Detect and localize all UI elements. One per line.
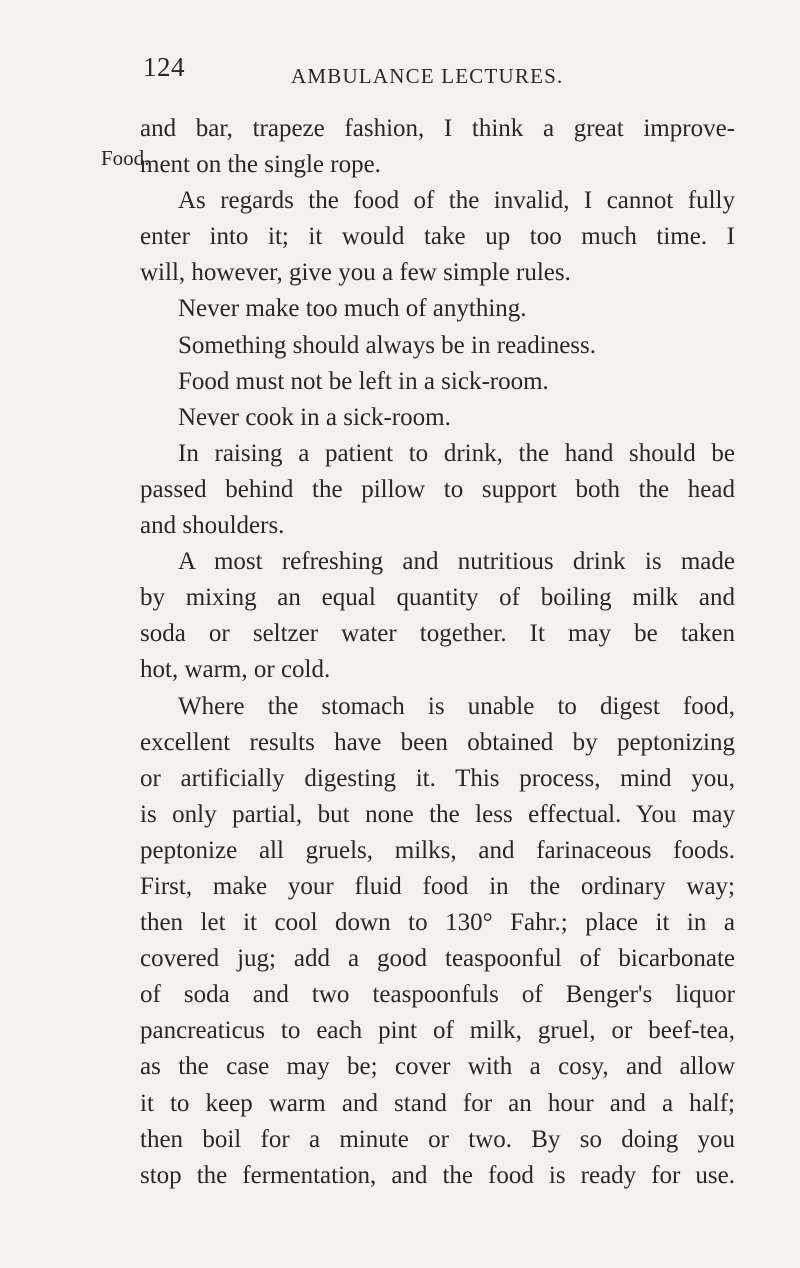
text-line: A most refreshing and nutritious drink is made <box>178 548 735 576</box>
text-line: enter into it; it would take up too much time. I <box>140 223 735 251</box>
text-line: excellent results have been obtained by peptonizing <box>140 728 735 756</box>
text-line: hot, warm, or cold. <box>140 656 331 684</box>
text-line: by mixing an equal quantity of boiling milk and <box>140 584 735 612</box>
text-line: peptonize all gruels, milks, and farinaceous foods. <box>140 836 735 864</box>
page-number: 124 <box>143 52 185 82</box>
text-line: then boil for a minute or two. By so doing you <box>140 1125 735 1153</box>
text-line: of soda and two teaspoonfuls of Benger's liquor <box>140 981 735 1009</box>
text-line: First, make your fluid food in the ordinary way; <box>140 872 735 900</box>
text-line: ment on the single rope. <box>140 151 381 179</box>
text-line: as the case may be; cover with a cosy, and allow <box>140 1053 735 1081</box>
margin-note-food: Food. <box>101 146 150 170</box>
text-line: and bar, trapeze fashion, I think a great improve- <box>140 115 735 142</box>
text-line: it to keep warm and stand for an hour and a half; <box>140 1089 735 1117</box>
text-line: or artificially digesting it. This process, mind you, <box>140 764 735 792</box>
text-line: Something should always be in readiness. <box>178 331 596 359</box>
text-line: passed behind the pillow to support both the head <box>140 475 735 503</box>
text-line: Where the stomach is unable to digest food, <box>178 692 735 720</box>
text-line: and shoulders. <box>140 512 285 540</box>
text-line: Food must not be left in a sick-room. <box>178 367 549 395</box>
text-line: pancreaticus to each pint of milk, gruel, or beef-tea, <box>140 1017 735 1045</box>
text-line: Never cook in a sick-room. <box>178 403 451 431</box>
text-line: then let it cool down to 130° Fahr.; place it in a <box>140 909 735 937</box>
text-line: soda or seltzer water together. It may be taken <box>140 620 735 648</box>
running-head: AMBULANCE LECTURES. <box>291 64 564 88</box>
text-line: covered jug; add a good teaspoonful of bicarbonate <box>140 945 735 973</box>
text-line: As regards the food of the invalid, I cannot fully <box>178 187 735 215</box>
text-line: will, however, give you a few simple rules. <box>140 259 571 287</box>
body-text <box>140 111 735 1194</box>
text-line: Never make too much of anything. <box>178 295 527 323</box>
text-line: stop the fermentation, and the food is ready for use. <box>140 1161 735 1189</box>
text-line: In raising a patient to drink, the hand should be <box>178 439 735 467</box>
text-line: is only partial, but none the less effectual. You may <box>140 800 735 828</box>
